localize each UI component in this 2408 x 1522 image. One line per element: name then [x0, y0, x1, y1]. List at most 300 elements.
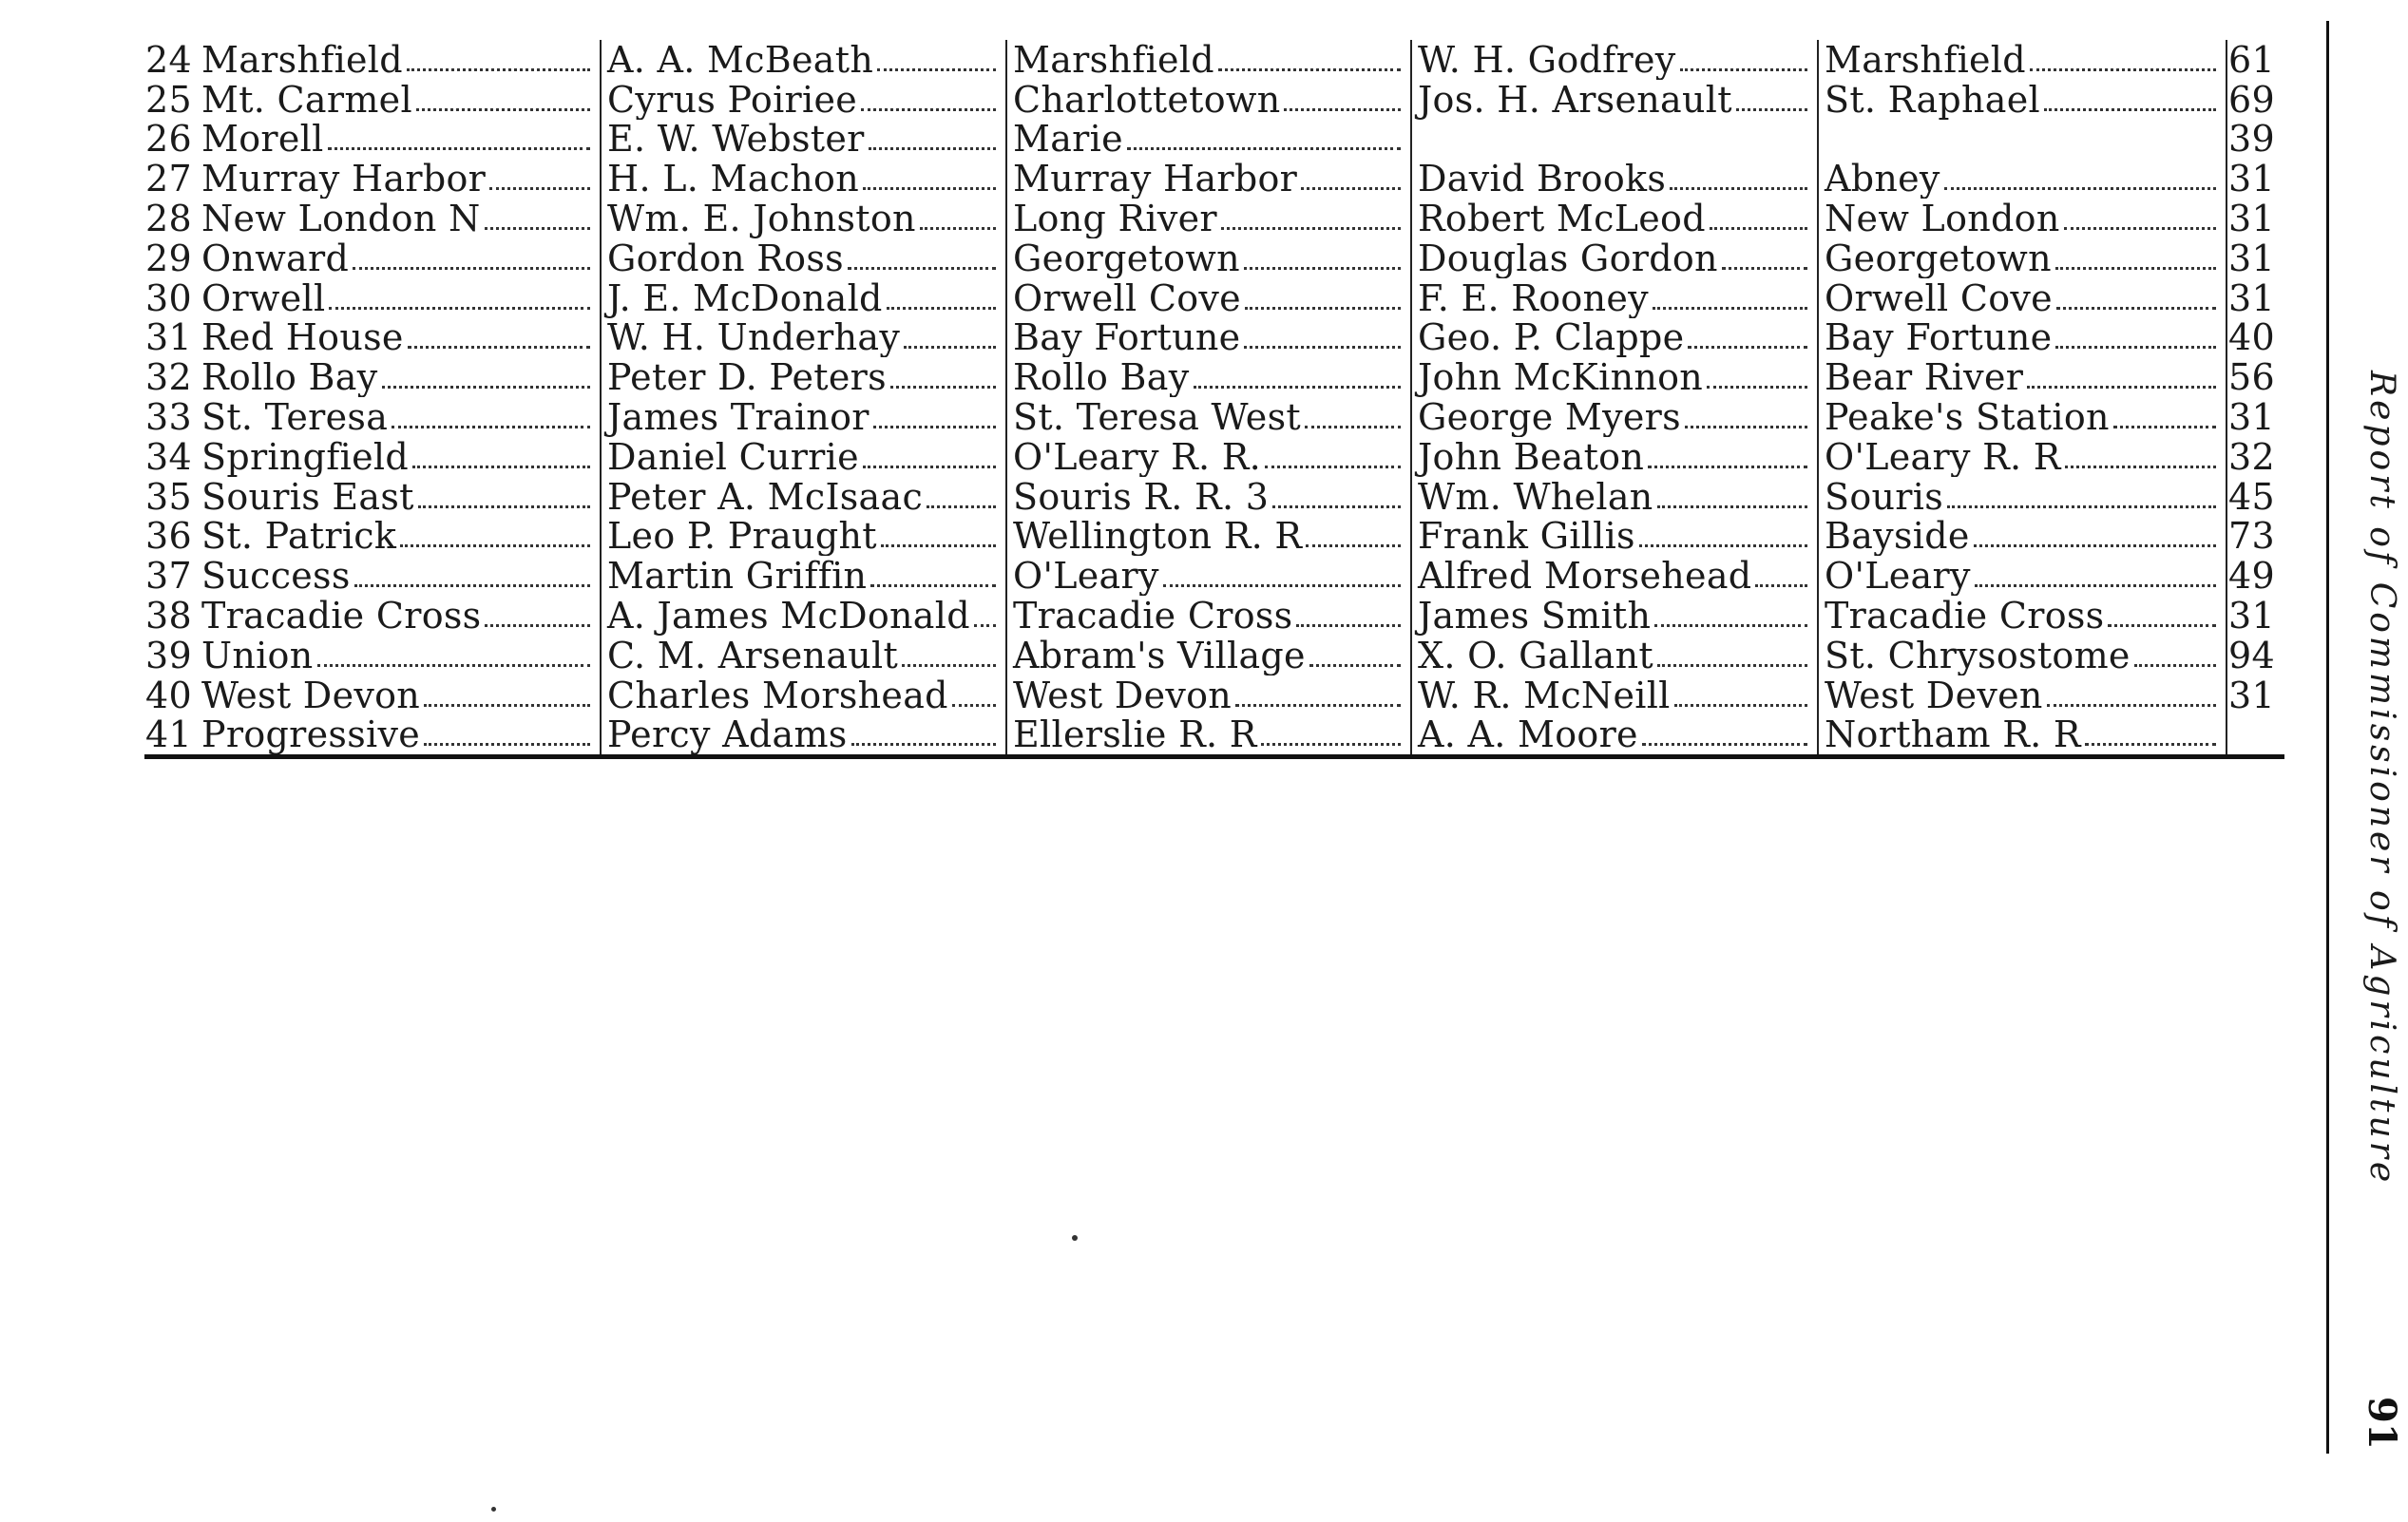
member-count: 56 — [2226, 357, 2284, 397]
president-address-cell — [1006, 318, 1411, 358]
secretary-address: St. Chrysostome — [1825, 635, 2131, 675]
dot-leader — [1685, 426, 1807, 428]
dot-leader — [927, 505, 996, 508]
secretary-address: O'Leary R. R — [1825, 436, 2061, 477]
dot-leader — [863, 187, 996, 190]
dot-leader — [1639, 544, 1807, 547]
president-name-cell — [601, 318, 1006, 358]
president-address-cell — [1006, 517, 1411, 557]
print-speck — [491, 1507, 496, 1512]
dot-leader — [1194, 386, 1401, 389]
dot-leader — [2065, 466, 2216, 468]
dot-leader — [317, 664, 590, 667]
dot-leader — [1680, 68, 1807, 71]
row-number: 27 — [145, 159, 192, 200]
president-address-cell — [1006, 397, 1411, 437]
secretary-name-cell — [1411, 199, 1818, 238]
president-address: O'Leary — [1013, 556, 1159, 597]
club-name: Tracadie Cross — [201, 596, 482, 636]
club-name-cell — [196, 437, 601, 477]
dot-leader — [1305, 426, 1401, 428]
president-name: Charles Morshead — [607, 675, 948, 715]
dot-leader — [1657, 664, 1807, 667]
member-count: 31 — [2226, 596, 2284, 636]
president-name: Gordon Ross — [607, 238, 844, 278]
secretary-name-cell — [1411, 675, 1818, 715]
member-count: 49 — [2226, 556, 2284, 596]
president-address-cell — [1006, 437, 1411, 477]
table-row — [144, 199, 2284, 238]
secretary-address: New London — [1825, 199, 2060, 238]
secretary-address: Bayside — [1825, 516, 1970, 557]
secretary-name: F. E. Rooney — [1418, 277, 1649, 318]
president-name: Peter D. Peters — [607, 357, 887, 398]
member-count: 32 — [2226, 437, 2284, 477]
dot-leader — [1245, 307, 1401, 310]
secretary-address-cell — [1818, 437, 2226, 477]
dot-leader — [1947, 505, 2216, 508]
secretary-name: John Beaton — [1418, 436, 1645, 477]
president-name-cell — [601, 238, 1006, 278]
dot-leader — [1654, 624, 1807, 627]
dot-leader — [904, 346, 996, 349]
table-row — [144, 596, 2284, 636]
running-title: Report of Commissioner of Agriculture — [2362, 371, 2401, 1187]
dot-leader — [869, 147, 996, 150]
club-name-cell — [196, 517, 601, 557]
dot-leader — [1674, 704, 1807, 707]
dot-leader — [400, 544, 590, 547]
member-count: 31 — [2226, 199, 2284, 238]
dot-leader — [2113, 426, 2216, 428]
club-name: Progressive — [201, 714, 421, 756]
dot-leader — [2047, 704, 2216, 707]
secretary-name-cell — [1411, 556, 1818, 596]
president-address-cell — [1006, 120, 1411, 160]
president-name: Leo P. Praught — [607, 516, 877, 557]
dot-leader — [328, 147, 590, 150]
dot-leader — [2055, 346, 2216, 349]
secretary-address-cell — [1818, 40, 2226, 80]
dot-leader — [1710, 227, 1807, 230]
secretary-name-cell — [1411, 397, 1818, 437]
president-name: Wm. E. Johnston — [607, 199, 916, 238]
secretary-name-cell — [1411, 120, 1818, 160]
secretary-address: Marshfield — [1825, 40, 2026, 80]
dot-leader — [1235, 704, 1401, 707]
club-name-cell — [196, 120, 601, 160]
secretary-address-cell — [1818, 159, 2226, 199]
secretary-address-cell — [1818, 120, 2226, 160]
dot-leader — [329, 307, 590, 310]
club-name-cell — [196, 715, 601, 757]
dot-leader — [2055, 267, 2216, 270]
president-address: Georgetown — [1013, 238, 1240, 278]
president-name: Cyrus Poiriee — [607, 79, 858, 120]
president-name: Daniel Currie — [607, 436, 859, 477]
dot-leader — [1688, 346, 1807, 349]
secretary-name: W. H. Godfrey — [1418, 40, 1676, 80]
clubs-table — [144, 40, 2284, 759]
secretary-address-cell — [1818, 318, 2226, 358]
secretary-address: Souris — [1825, 476, 1944, 517]
dot-leader — [2056, 307, 2216, 310]
president-address: Bay Fortune — [1013, 317, 1241, 358]
president-name-cell — [601, 556, 1006, 596]
secretary-address-cell — [1818, 357, 2226, 397]
club-name: Mt. Carmel — [201, 79, 412, 120]
dot-leader — [881, 544, 996, 547]
president-address: Tracadie Cross — [1013, 596, 1293, 636]
dot-leader — [354, 584, 590, 587]
secretary-address-cell — [1818, 636, 2226, 675]
dot-leader — [1736, 108, 1807, 111]
page-number: 91 — [2360, 1397, 2404, 1450]
club-name-cell — [196, 556, 601, 596]
row-number: 25 — [145, 79, 192, 120]
dot-leader — [920, 227, 996, 230]
dot-leader — [1244, 346, 1401, 349]
table-row — [144, 120, 2284, 160]
secretary-name: A. A. Moore — [1418, 714, 1638, 756]
secretary-name: David Brooks — [1418, 159, 1667, 200]
club-name-cell — [196, 397, 601, 437]
member-count: 40 — [2226, 318, 2284, 358]
president-name: Martin Griffin — [607, 556, 868, 597]
president-name: J. E. McDonald — [607, 277, 883, 318]
dot-leader — [1272, 505, 1401, 508]
president-name-cell — [601, 357, 1006, 397]
dot-leader — [1755, 584, 1807, 587]
secretary-address-cell — [1818, 80, 2226, 120]
secretary-address: Bay Fortune — [1825, 317, 2053, 358]
president-address: St. Teresa West — [1013, 397, 1301, 437]
dot-leader — [1306, 544, 1401, 547]
row-number: 40 — [145, 675, 192, 715]
club-name: New London N — [201, 199, 481, 238]
club-name: Rollo Bay — [201, 357, 378, 398]
president-name-cell — [601, 80, 1006, 120]
table-row — [144, 675, 2284, 715]
president-address: West Devon — [1013, 675, 1233, 715]
dot-leader — [902, 664, 996, 667]
club-name: St. Patrick — [201, 516, 397, 557]
president-name-cell — [601, 397, 1006, 437]
secretary-name: George Myers — [1418, 397, 1681, 437]
club-name-cell — [196, 199, 601, 238]
dot-leader — [2027, 386, 2216, 389]
member-count: 45 — [2226, 477, 2284, 517]
president-address: Abram's Village — [1013, 635, 1306, 675]
president-address: Charlottetown — [1013, 79, 1281, 120]
president-name-cell — [601, 715, 1006, 757]
table-row — [144, 318, 2284, 358]
club-name: Orwell — [201, 277, 326, 318]
row-number: 33 — [145, 397, 192, 437]
dot-leader — [416, 108, 590, 111]
row-number: 31 — [145, 317, 192, 358]
dot-leader — [974, 624, 996, 627]
club-name-cell — [196, 159, 601, 199]
secretary-address-cell — [1818, 556, 2226, 596]
president-name-cell — [601, 636, 1006, 675]
president-address-cell — [1006, 80, 1411, 120]
secretary-name: John McKinnon — [1418, 357, 1704, 398]
member-count: 31 — [2226, 675, 2284, 715]
secretary-address-cell — [1818, 238, 2226, 278]
row-number: 28 — [145, 199, 192, 238]
member-count: 31 — [2226, 397, 2284, 437]
club-name: Morell — [201, 119, 324, 160]
president-address-cell — [1006, 278, 1411, 318]
print-speck — [1072, 1235, 1078, 1241]
secretary-name-cell — [1411, 437, 1818, 477]
secretary-name-cell — [1411, 715, 1818, 757]
president-address-cell — [1006, 357, 1411, 397]
president-address: Marshfield — [1013, 40, 1214, 80]
president-address: Souris R. R. 3 — [1013, 476, 1270, 517]
president-address: Long River — [1013, 199, 1217, 238]
secretary-name-cell — [1411, 357, 1818, 397]
dot-leader — [424, 704, 590, 707]
president-address-cell — [1006, 675, 1411, 715]
secretary-address-cell — [1818, 199, 2226, 238]
table-row — [144, 437, 2284, 477]
president-name-cell — [601, 477, 1006, 517]
dot-leader — [2108, 624, 2216, 627]
row-number: 37 — [145, 556, 192, 597]
president-name-cell — [601, 159, 1006, 199]
president-address: Marie — [1013, 119, 1123, 160]
club-name-cell — [196, 596, 601, 636]
club-name-cell — [196, 318, 601, 358]
president-name: H. L. Machon — [607, 159, 859, 200]
table-row — [144, 715, 2284, 757]
secretary-address-cell — [1818, 596, 2226, 636]
secretary-name: Geo. P. Clappe — [1418, 317, 1685, 358]
secretary-name-cell — [1411, 40, 1818, 80]
secretary-name-cell — [1411, 238, 1818, 278]
row-number: 36 — [145, 516, 192, 557]
dot-leader — [2085, 743, 2216, 746]
club-name: West Devon — [201, 675, 421, 715]
dot-leader — [848, 267, 996, 270]
dot-leader — [890, 386, 996, 389]
table-row — [144, 40, 2284, 80]
secretary-name: Jos. H. Arsenault — [1418, 79, 1732, 120]
table-row — [144, 80, 2284, 120]
table-row — [144, 238, 2284, 278]
dot-leader — [1309, 664, 1401, 667]
row-number: 29 — [145, 238, 192, 278]
member-count: 94 — [2226, 636, 2284, 675]
secretary-name: James Smith — [1418, 596, 1652, 636]
dot-leader — [1975, 584, 2216, 587]
dot-leader — [2030, 68, 2216, 71]
member-count — [2226, 715, 2284, 757]
secretary-address: Orwell Cove — [1825, 277, 2053, 318]
president-name: James Trainor — [607, 397, 870, 437]
club-name-cell — [196, 40, 601, 80]
secretary-name-cell — [1411, 596, 1818, 636]
club-name: Onward — [201, 238, 350, 278]
dot-leader — [2064, 227, 2216, 230]
president-address: Wellington R. R — [1013, 516, 1303, 557]
secretary-address: Peake's Station — [1825, 397, 2110, 437]
dot-leader — [952, 704, 996, 707]
secretary-name: Alfred Morsehead — [1418, 556, 1752, 597]
secretary-name-cell — [1411, 80, 1818, 120]
dot-leader — [1284, 108, 1401, 111]
secretary-address-cell — [1818, 397, 2226, 437]
club-name-cell — [196, 477, 601, 517]
secretary-address: St. Raphael — [1825, 79, 2040, 120]
dot-leader — [887, 307, 996, 310]
dot-leader — [1301, 187, 1401, 190]
president-address-cell — [1006, 636, 1411, 675]
member-count: 73 — [2226, 517, 2284, 557]
president-name: C. M. Arsenault — [607, 635, 899, 675]
dot-leader — [1244, 267, 1401, 270]
margin-rule — [2326, 21, 2329, 1454]
member-count: 39 — [2226, 120, 2284, 160]
dot-leader — [1265, 466, 1401, 468]
table-row — [144, 517, 2284, 557]
secretary-address: O'Leary — [1825, 556, 1971, 597]
president-address-cell — [1006, 159, 1411, 199]
secretary-address: Bear River — [1825, 357, 2024, 398]
club-name: St. Teresa — [201, 397, 389, 437]
secretary-address-cell — [1818, 715, 2226, 757]
club-name-cell — [196, 636, 601, 675]
dot-leader — [418, 505, 590, 508]
president-name-cell — [601, 675, 1006, 715]
secretary-name-cell — [1411, 159, 1818, 199]
secretary-name: Douglas Gordon — [1418, 238, 1718, 278]
club-name: Red House — [201, 317, 404, 358]
club-name: Union — [201, 635, 314, 675]
row-number: 38 — [145, 596, 192, 636]
clubs-table-body — [144, 40, 2284, 757]
president-address-cell — [1006, 199, 1411, 238]
dot-leader — [1221, 227, 1401, 230]
secretary-address-cell — [1818, 278, 2226, 318]
dot-leader — [424, 743, 590, 746]
dot-leader — [1642, 743, 1807, 746]
row-number: 34 — [145, 436, 192, 477]
row-number: 26 — [145, 119, 192, 160]
row-number: 41 — [145, 714, 192, 756]
secretary-address: Abney — [1825, 159, 1940, 200]
president-address: O'Leary R. R. — [1013, 436, 1262, 477]
member-count: 31 — [2226, 278, 2284, 318]
secretary-address: Tracadie Cross — [1825, 596, 2105, 636]
president-address-cell — [1006, 596, 1411, 636]
secretary-address-cell — [1818, 675, 2226, 715]
dot-leader — [863, 466, 996, 468]
dot-leader — [412, 466, 590, 468]
president-address-cell — [1006, 40, 1411, 80]
member-count: 69 — [2226, 80, 2284, 120]
row-number: 39 — [145, 635, 192, 675]
club-name-cell — [196, 80, 601, 120]
dot-leader — [408, 346, 590, 349]
dot-leader — [382, 386, 590, 389]
club-name-cell — [196, 675, 601, 715]
dot-leader — [1648, 466, 1807, 468]
dot-leader — [851, 743, 996, 746]
president-name: A. A. McBeath — [607, 40, 874, 80]
member-count: 31 — [2226, 238, 2284, 278]
secretary-address: Northam R. R — [1825, 714, 2081, 756]
club-name-cell — [196, 278, 601, 318]
dot-leader — [1261, 743, 1401, 746]
row-number: 24 — [145, 40, 192, 80]
president-name-cell — [601, 437, 1006, 477]
president-name-cell — [601, 517, 1006, 557]
dot-leader — [1707, 386, 1807, 389]
dot-leader — [873, 426, 996, 428]
dot-leader — [861, 108, 996, 111]
secretary-name: Robert McLeod — [1418, 199, 1706, 238]
secretary-name-cell — [1411, 318, 1818, 358]
president-address: Orwell Cove — [1013, 277, 1241, 318]
club-name: Murray Harbor — [201, 159, 487, 200]
dot-leader — [1670, 187, 1807, 190]
club-name-cell — [196, 357, 601, 397]
president-address: Rollo Bay — [1013, 357, 1190, 398]
secretary-name: Wm. Whelan — [1418, 476, 1653, 517]
row-number: 30 — [145, 277, 192, 318]
dot-leader — [1974, 544, 2216, 547]
club-name: Marshfield — [201, 40, 403, 80]
president-name-cell — [601, 278, 1006, 318]
table-row — [144, 159, 2284, 199]
member-count: 31 — [2226, 159, 2284, 199]
dot-leader — [2134, 664, 2216, 667]
dot-leader — [2044, 108, 2216, 111]
dot-leader — [1722, 267, 1807, 270]
dot-leader — [1944, 187, 2216, 190]
president-address-cell — [1006, 238, 1411, 278]
secretary-address-cell — [1818, 477, 2226, 517]
dot-leader — [1653, 307, 1807, 310]
secretary-address-cell — [1818, 517, 2226, 557]
secretary-name: W. R. McNeill — [1418, 675, 1671, 715]
dot-leader — [407, 68, 590, 71]
president-address-cell — [1006, 477, 1411, 517]
club-name: Springfield — [201, 436, 409, 477]
secretary-name-cell — [1411, 636, 1818, 675]
dot-leader — [1296, 624, 1401, 627]
dot-leader — [1218, 68, 1401, 71]
secretary-address: Georgetown — [1825, 238, 2052, 278]
secretary-name: X. O. Gallant — [1418, 635, 1653, 675]
president-name: W. H. Underhay — [607, 317, 901, 358]
club-name-cell — [196, 238, 601, 278]
president-name-cell — [601, 40, 1006, 80]
president-name: E. W. Webster — [607, 119, 865, 160]
dot-leader — [870, 584, 996, 587]
dot-leader — [485, 227, 590, 230]
dot-leader — [1163, 584, 1401, 587]
member-count: 61 — [2226, 40, 2284, 80]
dot-leader — [353, 267, 590, 270]
club-name: Souris East — [201, 476, 414, 517]
club-name: Success — [201, 556, 351, 597]
secretary-name-cell — [1411, 477, 1818, 517]
dot-leader — [877, 68, 996, 71]
